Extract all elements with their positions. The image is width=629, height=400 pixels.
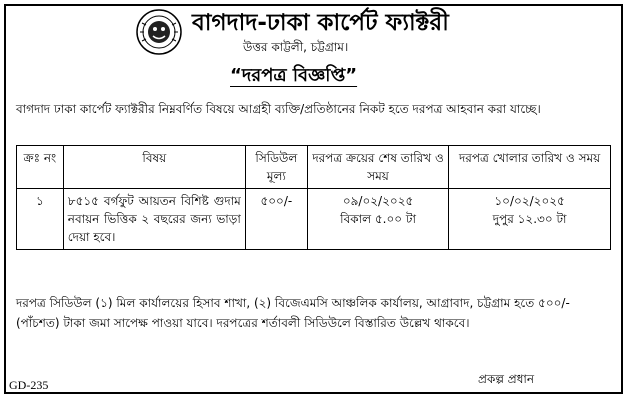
- header-subject: বিষয়: [63, 146, 245, 189]
- tender-table: [16, 145, 611, 250]
- header-opening-date: দরপত্র খোলার তারিখ ও সময়: [449, 146, 611, 189]
- purchase-time: বিকাল ৫.০০ টা: [340, 212, 416, 226]
- header-purchase-deadline: দরপত্র ক্রয়ের শেষ তারিখ ও সময়: [307, 146, 448, 189]
- cell-serial: ১: [17, 189, 64, 250]
- cell-purchase-deadline: [307, 189, 448, 250]
- cell-subject: ৮৫১৫ বর্গফুট আয়তন বিশিষ্ট গুদাম নবায়ন ভিত্তিক ২ বছরের জন্য ভাড়া দেয়া হবে।: [63, 189, 245, 250]
- table-row: [17, 189, 611, 250]
- opening-time: দুপুর ১২.৩০ টা: [492, 212, 567, 226]
- header-serial: ক্রঃ নং: [17, 146, 64, 189]
- header-schedule-price: সিডিউল মূল্য: [245, 146, 307, 189]
- notice-heading: “দরপত্র বিজ্ঞপ্তি”: [230, 65, 358, 86]
- intro-paragraph: বাগদাদ ঢাকা কার্পেট ফ্যাক্টরীর নিম্নবর্ণিত বিষয়ে আগ্রহী ব্যক্তি/প্রতিষ্ঠানের নিকট হতে দরপত্র আহবান করা যাচ্ছে।: [16, 102, 541, 116]
- opening-date: ১০/০২/২০২৫: [494, 194, 565, 208]
- tiger-emblem-icon: [136, 9, 182, 55]
- company-title: বাগদাদ-ঢাকা কার্পেট ফ্যাক্টরী: [192, 10, 449, 36]
- signature-title: প্রকল্প প্রধান: [478, 372, 535, 386]
- notice-code: GD-235: [9, 378, 49, 392]
- cell-price: ৫০০/-: [245, 189, 307, 250]
- company-address: উত্তর কাট্টলী, চট্টগ্রাম।: [243, 40, 349, 54]
- cell-opening: [449, 189, 611, 250]
- purchase-date: ০৯/০২/২০২৫: [342, 194, 414, 208]
- footer-paragraph: দরপত্র সিডিউল (১) মিল কার্যালয়ের হিসাব শাখা, (২) বিজেএমসি আঞ্চলিক কার্যালয়, আগ্রাবাদ, চট্টগ্রাম হতে ৫০০/-(পাঁচশত) টাকা জমা সাপেক্ষ পাওয়া যাবে। দরপত্রের শর্তাবলী সিডিউলে বিস্তারিত উল্লেখ থাকবে।: [16, 296, 570, 330]
- table-header-row: [17, 146, 611, 189]
